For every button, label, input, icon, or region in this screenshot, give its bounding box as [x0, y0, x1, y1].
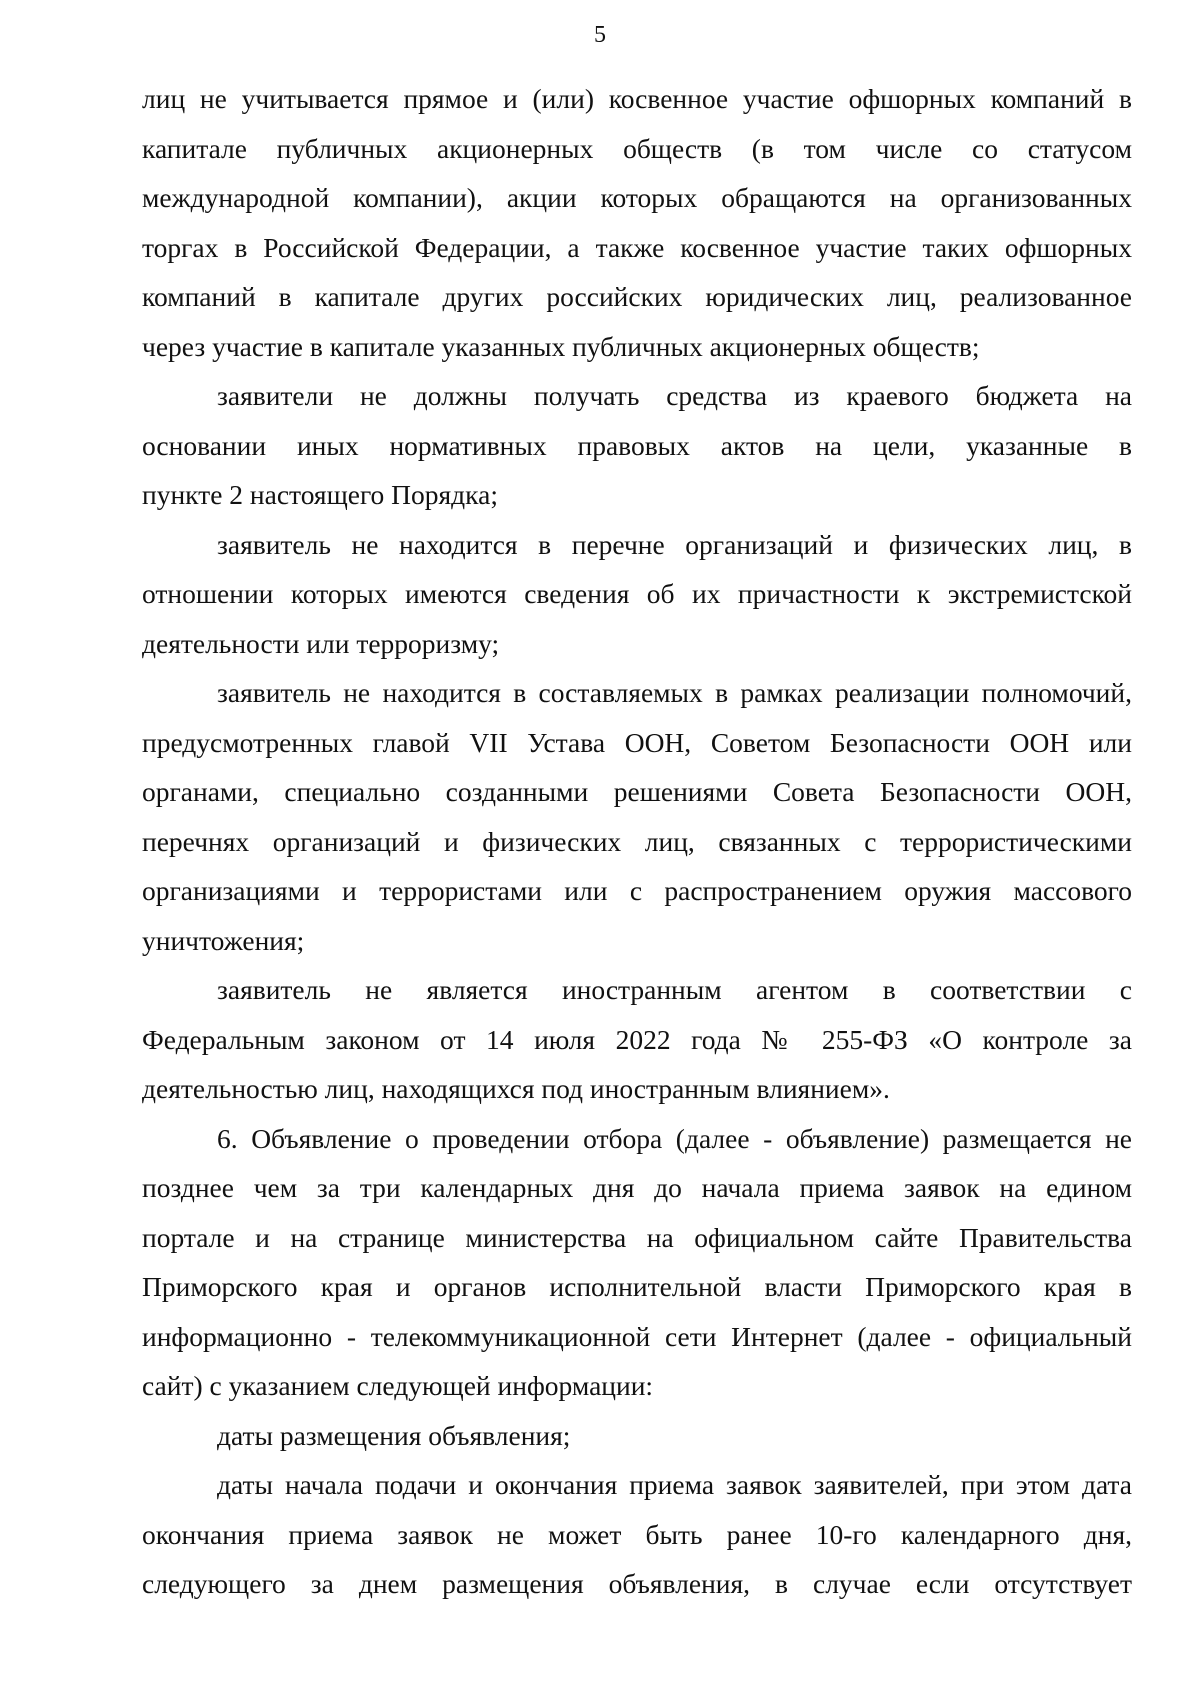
text-line: даты начала подачи и окончания приема заявок заявителей, при этом дата — [217, 1469, 1132, 1500]
text-line: деятельностью лиц, находящихся под иностранным влиянием». — [142, 1073, 890, 1104]
text-line: заявитель не является иностранным агентом в соответствии с — [217, 974, 1132, 1005]
text-line: портале и на странице министерства на официальном сайте Правительства — [142, 1221, 1132, 1253]
text-line: компаний в капитале других российских юридических лиц, реализованное — [142, 281, 1132, 312]
text-line: заявители не должны получать средства из краевого бюджета на — [217, 380, 1132, 411]
text-line: сайт) с указанием следующей информации: — [142, 1370, 654, 1401]
text-line: заявитель не находится в перечне организаций и физических лиц, в — [217, 528, 1132, 560]
text-line: через участие в капитале указанных публичных акционерных обществ; — [142, 330, 980, 362]
text-line: даты размещения объявления; — [217, 1419, 571, 1451]
text-line: отношении которых имеются сведения об их причастности к экстремистской — [142, 578, 1132, 609]
text-line: лиц не учитывается прямое и (или) косвенное участие офшорных компаний в — [142, 83, 1132, 114]
text-line: деятельности или терроризму; — [142, 627, 500, 659]
text-line: следующего за днем размещения объявления, в случае если отсутствует — [142, 1568, 1132, 1599]
text-line: организациями и террористами или с распространением оружия массового — [142, 875, 1132, 906]
text-line: Приморского края и органов исполнительной власти Приморского края в — [142, 1271, 1132, 1302]
text-line: окончания приема заявок не может быть ранее 10-го календарного дня, — [142, 1518, 1132, 1550]
text-line: позднее чем за три календарных дня до начала приема заявок на едином — [142, 1172, 1132, 1203]
text-line: информационно - телекоммуникационной сети Интернет (далее - официальный — [142, 1320, 1132, 1352]
text-line: предусмотренных главой VII Устава ООН, Советом Безопасности ООН или — [142, 726, 1132, 758]
text-line: торгах в Российской Федерации, а также косвенное участие таких офшорных — [142, 231, 1132, 263]
document-body — [142, 74, 1132, 1609]
page-number: 5 — [594, 22, 606, 48]
text-line: международной компании), акции которых обращаются на организованных — [142, 182, 1132, 213]
text-line: капитале публичных акционерных обществ (в том числе со статусом — [142, 132, 1132, 164]
text-line: Федеральным законом от 14 июля 2022 года № 255-ФЗ «О контроле за — [142, 1023, 1132, 1055]
text-line: уничтожения; — [142, 924, 305, 956]
text-line: органами, специально созданными решениями Совета Безопасности ООН, — [142, 776, 1132, 807]
text-line: пункте 2 настоящего Порядка; — [142, 479, 498, 510]
text-line: заявитель не находится в составляемых в рамках реализации полномочий, — [217, 677, 1132, 708]
text-line: перечнях организаций и физических лиц, связанных с террористическими — [142, 825, 1132, 857]
text-line: основании иных нормативных правовых актов на цели, указанные в — [142, 429, 1132, 461]
text-line: 6. Объявление о проведении отбора (далее - объявление) размещается не — [217, 1122, 1132, 1154]
